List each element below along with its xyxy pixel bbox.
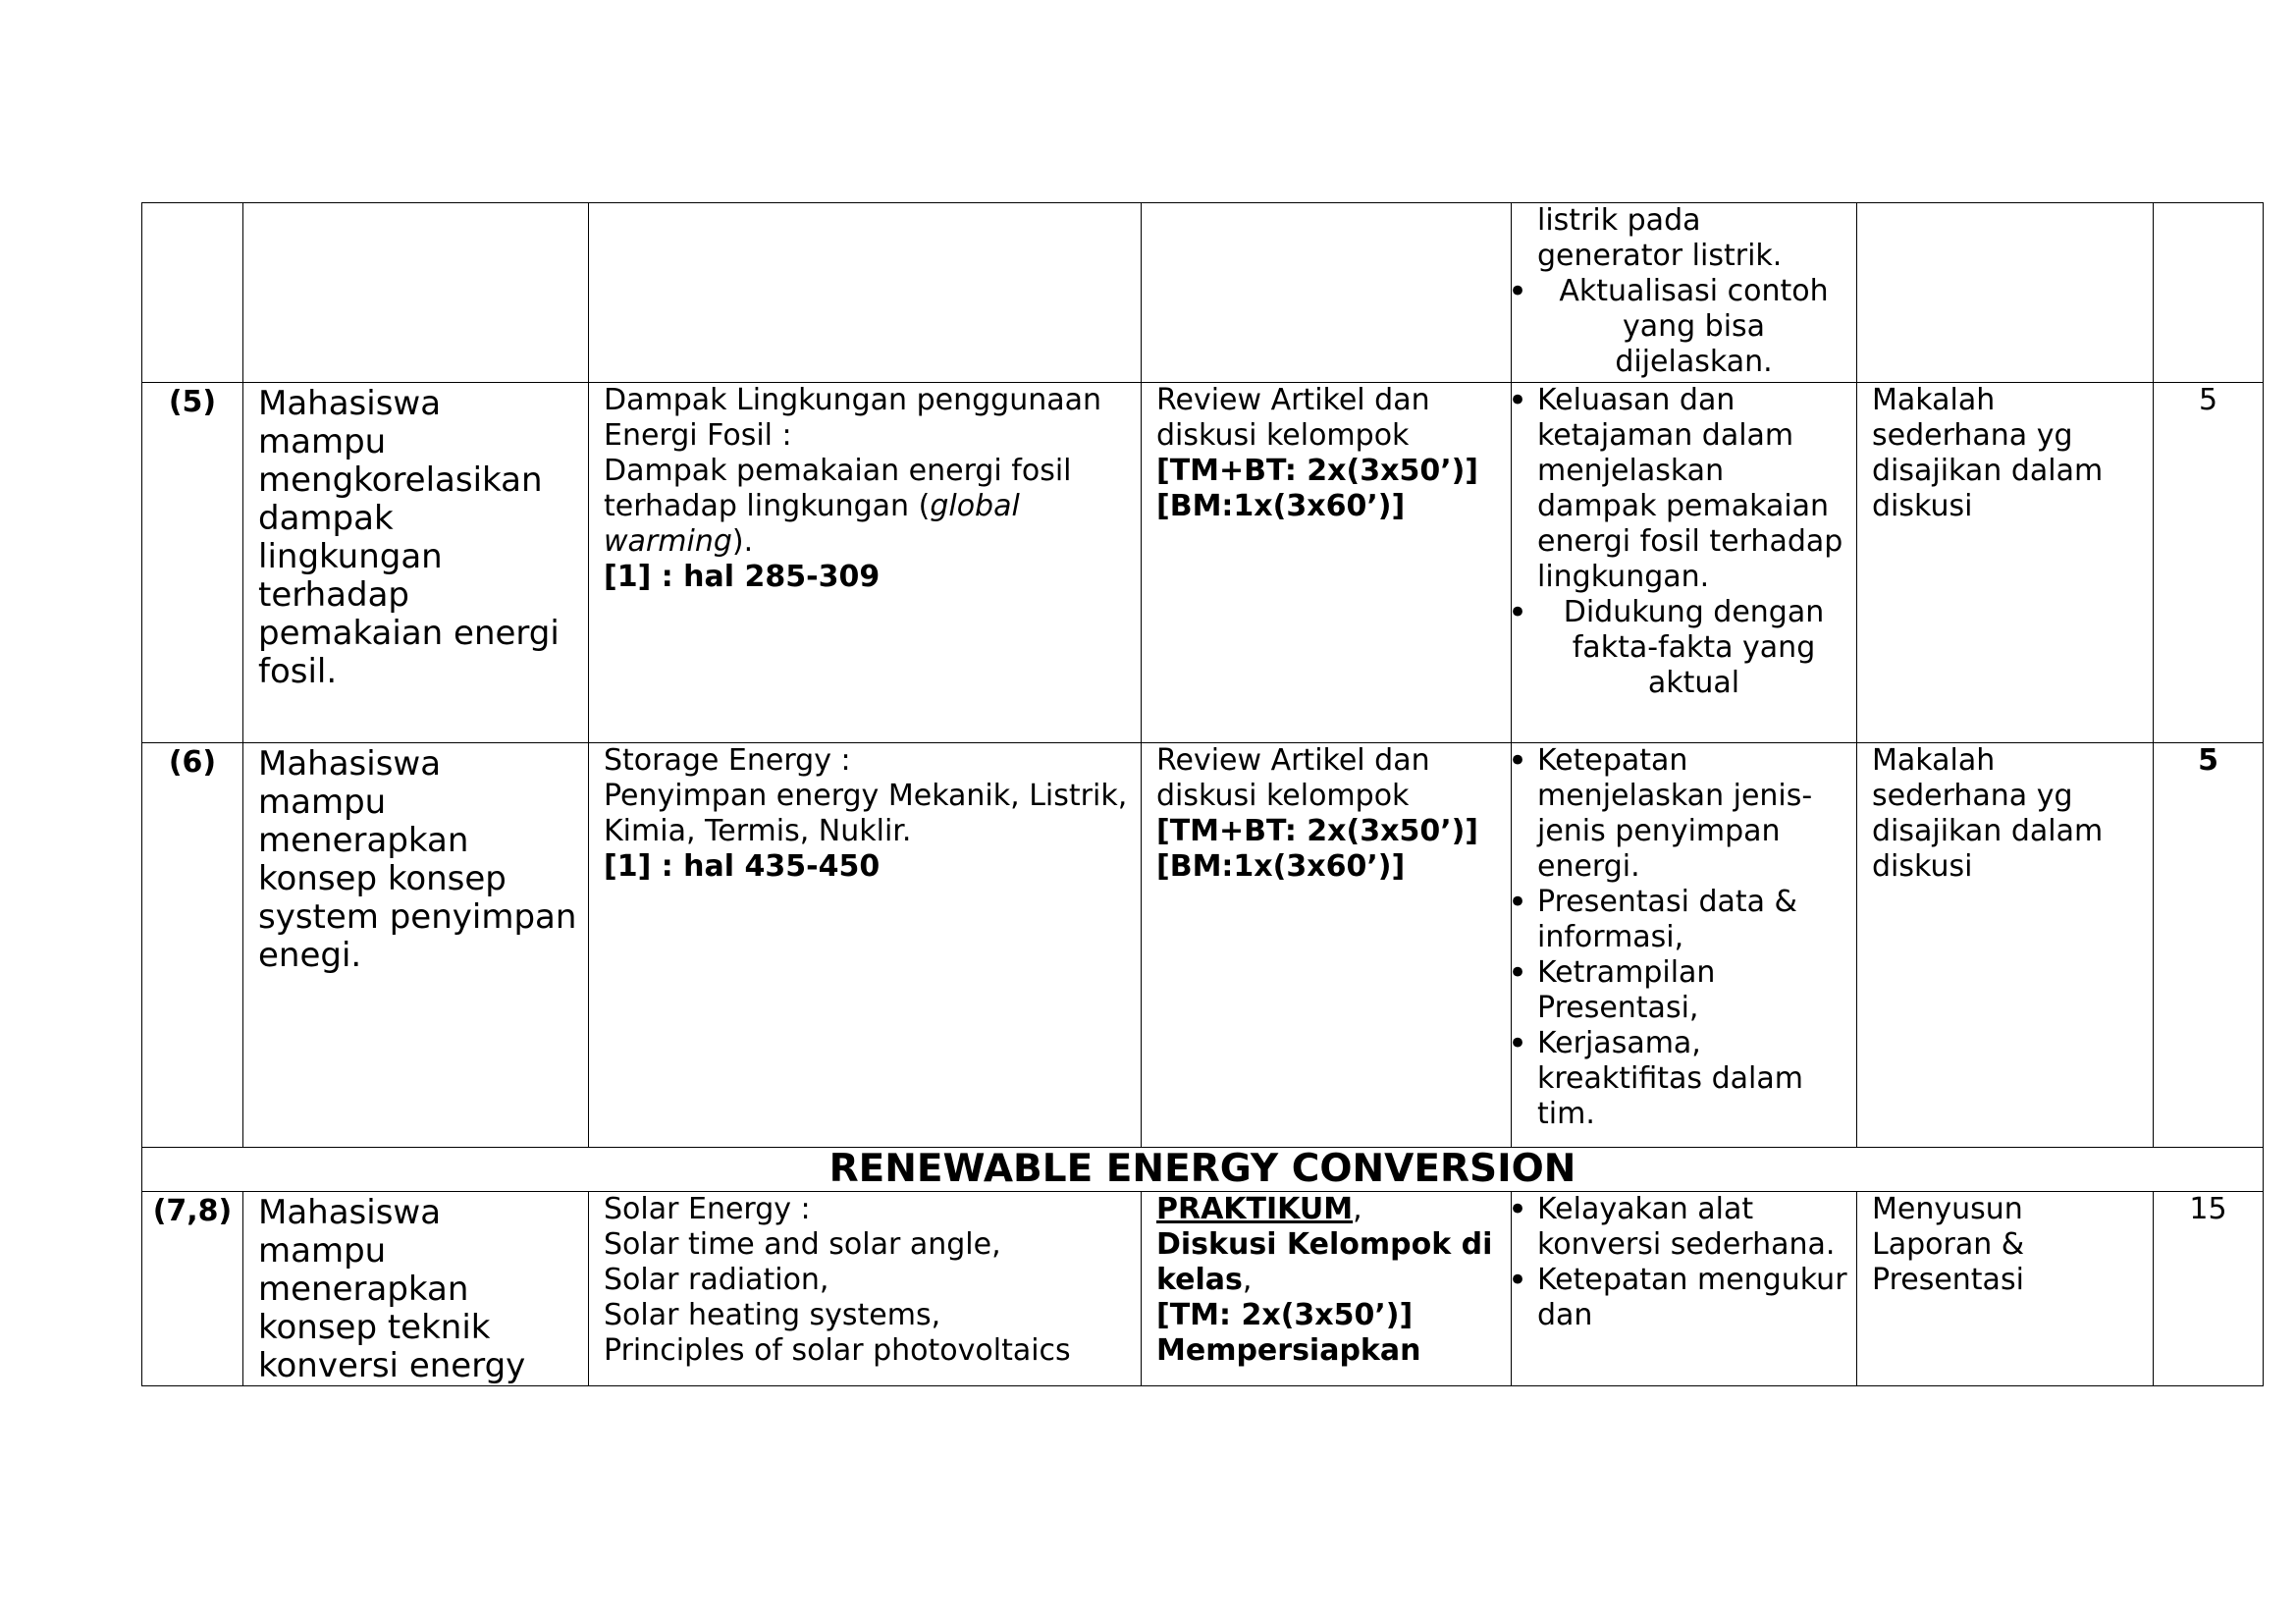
method-practicum: PRAKTIKUM [1156, 1192, 1354, 1226]
indicator-cell [1512, 1192, 1857, 1386]
material-cell [589, 1192, 1142, 1386]
material-line: Storage Energy : [604, 743, 851, 778]
criteria-text: Menyusun Laporan & Presentasi [1857, 1192, 2154, 1386]
week-number: (7,8) [142, 1192, 243, 1386]
method-cell [1142, 1192, 1512, 1386]
method-cell [1142, 203, 1512, 383]
material-line: Solar heating systems, [604, 1298, 941, 1332]
indicator-cell [1512, 383, 1857, 743]
material-cell [589, 383, 1142, 743]
method-time: [TM: 2x(3x50’)] [1156, 1298, 1414, 1332]
indicator-line: generator listrik. [1537, 239, 1783, 273]
table-row-continued [142, 203, 2264, 383]
capability-text: Mahasiswa mampu menerapkan konsep konsep system penyimpan enegi. [243, 743, 589, 1148]
indicator-item: • Ketrampilan Presentasi, [1512, 955, 1850, 1026]
material-reference: [1] : hal 435-450 [604, 849, 881, 884]
indicator-item: • Kelayakan alat konversi sederhana. [1512, 1192, 1850, 1263]
section-title: RENEWABLE ENERGY CONVERSION [142, 1148, 2264, 1192]
table-row-week-7-8 [142, 1192, 2264, 1386]
criteria-text: Makalah sederhana yg disajikan dalam diskusi [1857, 743, 2154, 1148]
indicator-item: • Ketepatan menjelaskan jenis-jenis penyimpan energi. [1512, 743, 1850, 885]
method-time: [BM:1x(3x60’)] [1156, 489, 1406, 523]
material-line: Penyimpan energy Mekanik, Listrik, Kimia, Termis, Nuklir. [604, 779, 1128, 848]
method-text: Diskusi Kelompok di kelas [1156, 1227, 1493, 1297]
week-number: (6) [142, 743, 243, 1148]
material-line: ). [731, 524, 754, 559]
material-line: Solar Energy : [604, 1192, 811, 1226]
indicator-line: yang bisa [1622, 309, 1766, 344]
section-heading-row [142, 1148, 2264, 1192]
method-comma: , [1353, 1192, 1362, 1226]
indicator-line: dijelaskan. [1615, 345, 1773, 379]
indicator-line: listrik pada [1537, 203, 1701, 238]
material-italic: global warming [604, 489, 1020, 559]
method-time: [TM+BT: 2x(3x50’)] [1156, 454, 1479, 488]
capability-cell [243, 203, 589, 383]
indicator-item: • Kerjasama, kreaktifitas dalam tim. [1512, 1026, 1850, 1132]
material-line: Solar time and solar angle, [604, 1227, 1001, 1262]
method-time: [TM+BT: 2x(3x50’)] [1156, 814, 1479, 848]
indicator-list [1512, 743, 1850, 1132]
method-time: [BM:1x(3x60’)] [1156, 849, 1406, 884]
table-row-week-5 [142, 383, 2264, 743]
indicator-item: • Didukung dengan fakta-fakta yang aktual [1512, 595, 1850, 701]
indicator-item: • Keluasan dan ketajaman dalam menjelaskan dampak pemakaian energi fosil terhadap lingkungan. [1512, 383, 1850, 595]
weight-cell [2154, 203, 2264, 383]
material-cell [589, 203, 1142, 383]
method-cell [1142, 383, 1512, 743]
indicator-list [1512, 1192, 1850, 1333]
week-cell [142, 203, 243, 383]
weight-value: 5 [2154, 743, 2264, 1148]
capability-text: Mahasiswa mampu mengkorelasikan dampak lingkungan terhadap pemakaian energi fosil. [243, 383, 589, 743]
method-text: Mempersiapkan [1156, 1333, 1421, 1368]
method-cell [1142, 743, 1512, 1148]
week-number: (5) [142, 383, 243, 743]
material-line: Dampak pemakaian energi fosil terhadap lingkungan ( [604, 454, 1072, 523]
material-line: Dampak Lingkungan penggunaan Energi Fosil : [604, 383, 1102, 453]
indicator-item: • Ketepatan mengukur dan [1512, 1263, 1850, 1333]
indicator-cell [1512, 203, 1857, 383]
indicator-cell [1512, 743, 1857, 1148]
method-text: Review Artikel dan diskusi kelompok [1156, 743, 1430, 813]
material-line: Principles of solar photovoltaics [604, 1333, 1071, 1368]
method-text: Review Artikel dan diskusi kelompok [1156, 383, 1430, 453]
capability-text: Mahasiswa mampu menerapkan konsep teknik konversi energy [243, 1192, 589, 1386]
material-line: Solar radiation, [604, 1263, 829, 1297]
material-reference: [1] : hal 285-309 [604, 560, 881, 594]
weight-value: 5 [2154, 383, 2264, 743]
rps-table [141, 202, 2264, 1386]
indicator-list [1512, 383, 1850, 701]
table-row-week-6 [142, 743, 2264, 1148]
indicator-item: • Presentasi data & informasi, [1512, 885, 1850, 955]
indicator-list [1512, 274, 1850, 380]
indicator-line: • Aktualisasi contoh [1559, 274, 1829, 308]
material-cell [589, 743, 1142, 1148]
criteria-cell [1857, 203, 2154, 383]
indicator-item [1512, 274, 1850, 380]
criteria-text: Makalah sederhana yg disajikan dalam diskusi [1857, 383, 2154, 743]
method-comma: , [1242, 1263, 1253, 1297]
weight-value: 15 [2154, 1192, 2264, 1386]
